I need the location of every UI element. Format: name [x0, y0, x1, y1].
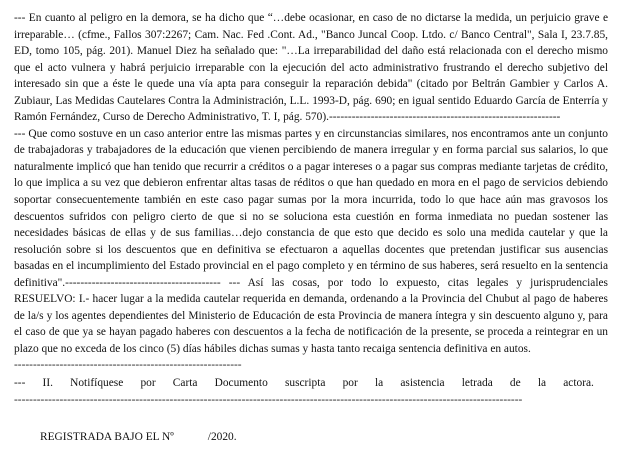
notification-word: de [509, 377, 521, 390]
notification-word: suscripta [284, 377, 326, 390]
notification-word: actora. [563, 377, 594, 390]
notification-word: la [374, 377, 384, 390]
registrada-number: /2020. [207, 431, 237, 443]
notification-word: letrada [461, 377, 493, 390]
notification-line [14, 375, 594, 392]
notification-word: II. [42, 377, 53, 390]
dash-separator: ------------------------------------------------------------ [14, 359, 242, 372]
paragraph-resolucion: --- Que como sostuve en un caso anterior entre las mismas partes y en circunstancias similares, nos encontramos ante un conjunto de trabajadoras y trabajadores de la educación que vienen percibiendo de manera irregular y en forma parcial sus salarios, lo que naturalmente implicó que han tenido que recurrir a créditos o a pagar intereses o a pagar sus compras mediante tarjetas de crédito, lo que implica a su vez que debieron enfrentar altas tasas de réditos o que han quedado en mora en el pago de servicios debiendo soportar consecuentemente también en este caso pagar sumas por la mora incurrida, todo lo que hace aún mas gravosos los descuentos sufridos con peligro cierto de que si no se soluciona esta cuestión en forma inmediata no puedan sostener las necesidades básicas de ellas y de sus familias…dejo constancia de que esto que decido es solo una medida cautelar y que la resolución sobre si los descuentos que en definitiva se efectuaron a aquellas docentes que pretendan justificar sus ausencias basadas en el incumplimiento del Estado provincial en el pago completo y en término de sus haberes, será resuelto en la sentencia definitiva".----------------------------------------- --- Así las cosas, por todo lo expuesto, citas legales y jurisprudenciales RESUELVO: I.- hacer lugar a la medida cautelar requerida en demanda, ordenando a la Provincia del Chubut al pago de haberes de la/s y los agentes dependientes del Ministerio de Educación de esta Provincia de manera íntegra y sin descuento alguno y, para el caso de que ya se hayan pagado haberes con descuentos a la fecha de notificación de la presente, se proceda a reintegrar en un plazo que no exceda de los cinco (5) días hábiles dichas sumas y hasta tanto recaiga sentencia definitiva en autos. [14, 127, 608, 355]
notification-word: Notifíquese [70, 377, 124, 390]
registrada-label: REGISTRADA BAJO EL Nº [40, 431, 174, 443]
notification-word: la [537, 377, 547, 390]
notification-word: por [342, 377, 358, 390]
notification-word: asistencia [400, 377, 445, 390]
registration-line [40, 431, 237, 443]
paragraph-peligro-demora: --- En cuanto al peligro en la demora, se ha dicho que “…debe ocasionar, en caso de no dictarse la medida, un perjuicio grave e irreparable… (cfme., Fallos 307:2267; Cam. Nac. Fed .Cont. Ad., "Banco Juncal Coop. Ltdo. c/ Banco Central", Sala I, 23.7.85, ED, tomo 105, pág. 201). Manuel Diez ha señalado que: "…La irreparabilidad del daño está relacionada con el derecho mismo que el acto vulnera y habrá perjuicio irreparable con la ejecución del acto administrativo frustrando el derecho subjetivo del interesado sin que a éste le quede una vía apta para conseguir la reparación debida" (citado por Beltrán Gambier y Carlos A. Zubiaur, Las Medidas Cautelares Contra la Administración, L.L. 1993-D, pág. 690; en igual sentido Eduardo García de Enterría y Ramón Fernández, Curso de Derecho Administrativo, T. I, pág. 570).------------------------------------------------------------- [14, 12, 608, 124]
notification-word: --- [14, 377, 26, 390]
dash-separator-full: -------------------------------------------------------------------------------------------------------------------------------------- [14, 394, 523, 407]
notification-word: Documento [214, 377, 268, 390]
notification-word: por [140, 377, 156, 390]
notification-word: Carta [172, 377, 198, 390]
